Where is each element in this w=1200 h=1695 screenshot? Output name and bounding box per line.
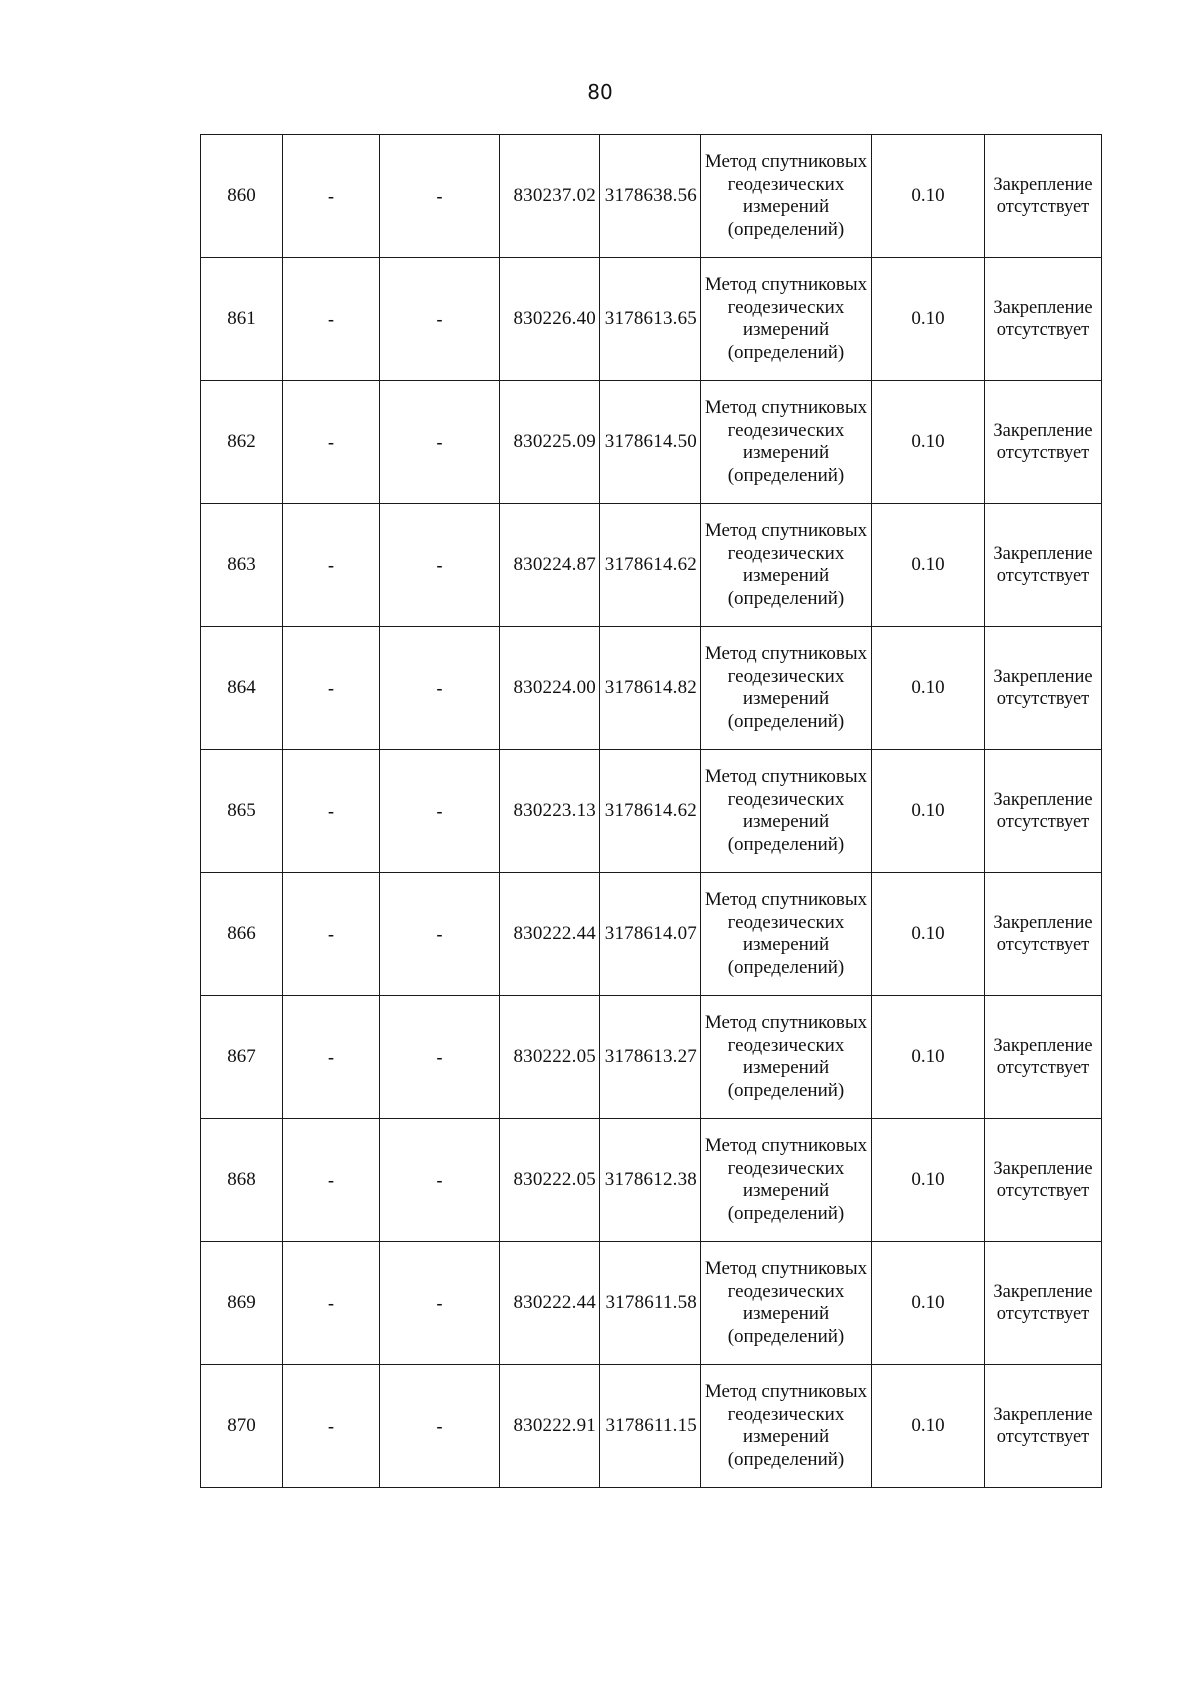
y-coordinate-cell: 3178611.15 bbox=[600, 1365, 701, 1488]
empty-value-cell: - bbox=[380, 381, 500, 504]
empty-value-cell: - bbox=[380, 1119, 500, 1242]
method-cell: Метод спутниковых геодезических измерений (определений) bbox=[701, 135, 872, 258]
empty-value-cell: - bbox=[283, 1119, 380, 1242]
x-coordinate-cell: 830222.05 bbox=[500, 1119, 600, 1242]
accuracy-cell: 0.10 bbox=[872, 381, 985, 504]
table-row bbox=[201, 135, 1102, 258]
fixation-cell: Закрепление отсутствует bbox=[985, 873, 1102, 996]
fixation-cell: Закрепление отсутствует bbox=[985, 258, 1102, 381]
y-coordinate-cell: 3178614.62 bbox=[600, 750, 701, 873]
fixation-cell: Закрепление отсутствует bbox=[985, 1365, 1102, 1488]
table-row bbox=[201, 627, 1102, 750]
empty-value-cell: - bbox=[380, 627, 500, 750]
method-cell: Метод спутниковых геодезических измерений (определений) bbox=[701, 627, 872, 750]
method-cell: Метод спутниковых геодезических измерений (определений) bbox=[701, 1242, 872, 1365]
empty-value-cell: - bbox=[380, 873, 500, 996]
method-cell: Метод спутниковых геодезических измерений (определений) bbox=[701, 258, 872, 381]
y-coordinate-cell: 3178613.27 bbox=[600, 996, 701, 1119]
method-cell: Метод спутниковых геодезических измерений (определений) bbox=[701, 750, 872, 873]
point-number-cell: 860 bbox=[201, 135, 283, 258]
table-row bbox=[201, 996, 1102, 1119]
point-number-cell: 866 bbox=[201, 873, 283, 996]
y-coordinate-cell: 3178638.56 bbox=[600, 135, 701, 258]
empty-value-cell: - bbox=[283, 135, 380, 258]
table-row bbox=[201, 873, 1102, 996]
fixation-cell: Закрепление отсутствует bbox=[985, 135, 1102, 258]
y-coordinate-cell: 3178613.65 bbox=[600, 258, 701, 381]
point-number-cell: 862 bbox=[201, 381, 283, 504]
x-coordinate-cell: 830225.09 bbox=[500, 381, 600, 504]
accuracy-cell: 0.10 bbox=[872, 996, 985, 1119]
empty-value-cell: - bbox=[380, 1365, 500, 1488]
accuracy-cell: 0.10 bbox=[872, 1242, 985, 1365]
empty-value-cell: - bbox=[283, 1365, 380, 1488]
empty-value-cell: - bbox=[283, 381, 380, 504]
fixation-cell: Закрепление отсутствует bbox=[985, 504, 1102, 627]
y-coordinate-cell: 3178612.38 bbox=[600, 1119, 701, 1242]
fixation-cell: Закрепление отсутствует bbox=[985, 1119, 1102, 1242]
accuracy-cell: 0.10 bbox=[872, 1365, 985, 1488]
point-number-cell: 863 bbox=[201, 504, 283, 627]
accuracy-cell: 0.10 bbox=[872, 750, 985, 873]
point-number-cell: 864 bbox=[201, 627, 283, 750]
empty-value-cell: - bbox=[380, 258, 500, 381]
empty-value-cell: - bbox=[380, 135, 500, 258]
table-row bbox=[201, 381, 1102, 504]
x-coordinate-cell: 830222.05 bbox=[500, 996, 600, 1119]
method-cell: Метод спутниковых геодезических измерений (определений) bbox=[701, 873, 872, 996]
page-number: 80 bbox=[587, 80, 613, 104]
point-number-cell: 868 bbox=[201, 1119, 283, 1242]
point-number-cell: 870 bbox=[201, 1365, 283, 1488]
point-number-cell: 861 bbox=[201, 258, 283, 381]
empty-value-cell: - bbox=[283, 1242, 380, 1365]
empty-value-cell: - bbox=[283, 258, 380, 381]
point-number-cell: 865 bbox=[201, 750, 283, 873]
x-coordinate-cell: 830226.40 bbox=[500, 258, 600, 381]
y-coordinate-cell: 3178614.07 bbox=[600, 873, 701, 996]
method-cell: Метод спутниковых геодезических измерений (определений) bbox=[701, 1365, 872, 1488]
empty-value-cell: - bbox=[380, 996, 500, 1119]
table-body bbox=[201, 135, 1102, 1488]
y-coordinate-cell: 3178611.58 bbox=[600, 1242, 701, 1365]
empty-value-cell: - bbox=[283, 750, 380, 873]
accuracy-cell: 0.10 bbox=[872, 504, 985, 627]
empty-value-cell: - bbox=[380, 750, 500, 873]
accuracy-cell: 0.10 bbox=[872, 1119, 985, 1242]
x-coordinate-cell: 830222.91 bbox=[500, 1365, 600, 1488]
empty-value-cell: - bbox=[283, 996, 380, 1119]
point-number-cell: 867 bbox=[201, 996, 283, 1119]
x-coordinate-cell: 830223.13 bbox=[500, 750, 600, 873]
accuracy-cell: 0.10 bbox=[872, 135, 985, 258]
empty-value-cell: - bbox=[380, 504, 500, 627]
coordinates-table bbox=[200, 134, 1102, 1488]
method-cell: Метод спутниковых геодезических измерений (определений) bbox=[701, 1119, 872, 1242]
method-cell: Метод спутниковых геодезических измерений (определений) bbox=[701, 996, 872, 1119]
table-row bbox=[201, 504, 1102, 627]
table-row bbox=[201, 750, 1102, 873]
y-coordinate-cell: 3178614.50 bbox=[600, 381, 701, 504]
table-row bbox=[201, 258, 1102, 381]
fixation-cell: Закрепление отсутствует bbox=[985, 1242, 1102, 1365]
empty-value-cell: - bbox=[380, 1242, 500, 1365]
x-coordinate-cell: 830222.44 bbox=[500, 1242, 600, 1365]
x-coordinate-cell: 830224.00 bbox=[500, 627, 600, 750]
fixation-cell: Закрепление отсутствует bbox=[985, 381, 1102, 504]
x-coordinate-cell: 830237.02 bbox=[500, 135, 600, 258]
empty-value-cell: - bbox=[283, 873, 380, 996]
accuracy-cell: 0.10 bbox=[872, 258, 985, 381]
accuracy-cell: 0.10 bbox=[872, 627, 985, 750]
table-row bbox=[201, 1365, 1102, 1488]
y-coordinate-cell: 3178614.82 bbox=[600, 627, 701, 750]
y-coordinate-cell: 3178614.62 bbox=[600, 504, 701, 627]
table-row bbox=[201, 1119, 1102, 1242]
empty-value-cell: - bbox=[283, 627, 380, 750]
fixation-cell: Закрепление отсутствует bbox=[985, 996, 1102, 1119]
x-coordinate-cell: 830224.87 bbox=[500, 504, 600, 627]
empty-value-cell: - bbox=[283, 504, 380, 627]
table-row bbox=[201, 1242, 1102, 1365]
fixation-cell: Закрепление отсутствует bbox=[985, 750, 1102, 873]
accuracy-cell: 0.10 bbox=[872, 873, 985, 996]
point-number-cell: 869 bbox=[201, 1242, 283, 1365]
x-coordinate-cell: 830222.44 bbox=[500, 873, 600, 996]
method-cell: Метод спутниковых геодезических измерений (определений) bbox=[701, 504, 872, 627]
method-cell: Метод спутниковых геодезических измерений (определений) bbox=[701, 381, 872, 504]
fixation-cell: Закрепление отсутствует bbox=[985, 627, 1102, 750]
